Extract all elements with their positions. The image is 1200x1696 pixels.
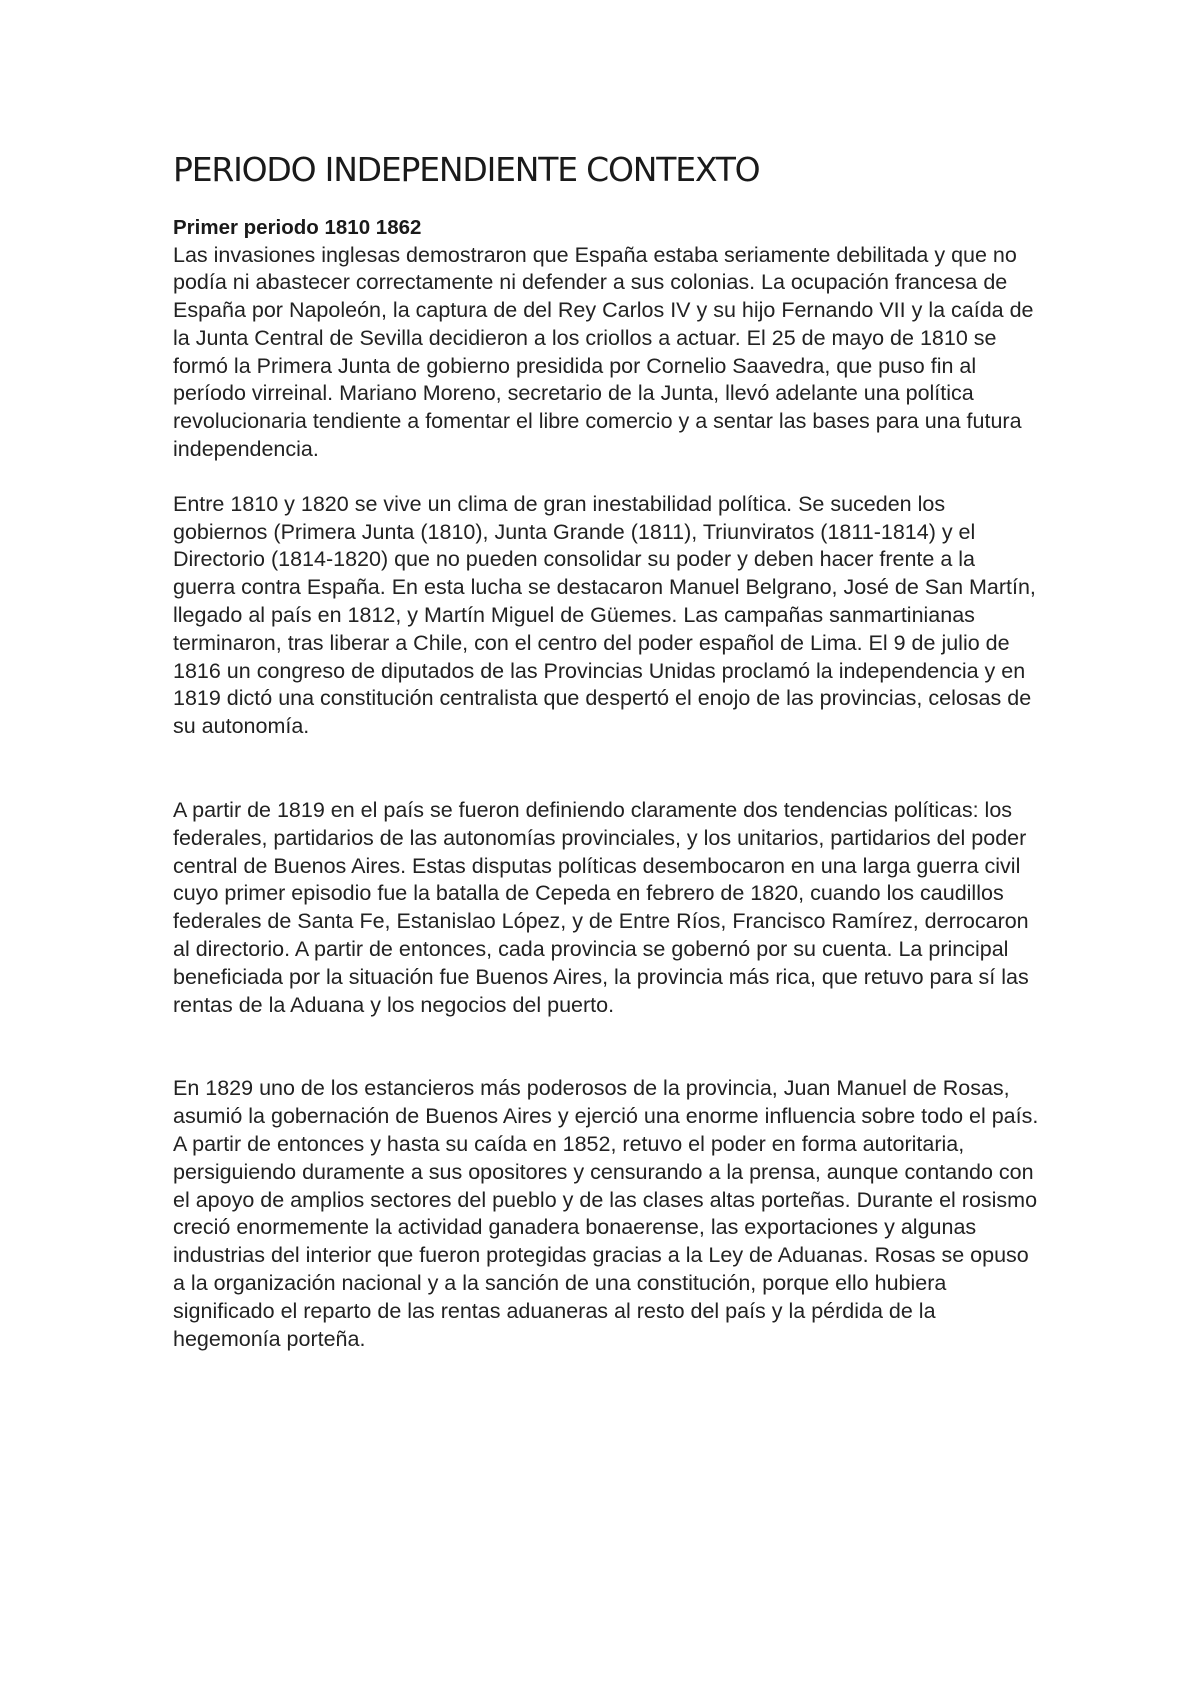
- paragraph-1: Las invasiones inglesas demostraron que España estaba seriamente debilitada y que no podía ni abastecer correctamente ni defender a sus colonias. La ocupación francesa de España por Napoleón, la captura de del Rey Carlos IV y su hijo Fernando VII y la caída de la Junta Central de Sevilla decidieron a los criollos a actuar. El 25 de mayo de 1810 se formó la Primera Junta de gobierno presidida por Cornelio Saavedra, que puso fin al período virreinal. Mariano Moreno, secretario de la Junta, llevó adelante una política revolucionaria tendiente a fomentar el libre comercio y a sentar las bases para una futura independencia.: [173, 242, 1034, 462]
- document-title: PERIODO INDEPENDIENTE CONTEXTO: [173, 150, 760, 189]
- section-heading: Primer periodo 1810 1862: [173, 216, 422, 239]
- paragraph-4: En 1829 uno de los estancieros más poderosos de la provincia, Juan Manuel de Rosas, asumió la gobernación de Buenos Aires y ejerció una enorme influencia sobre todo el país. A partir de entonces y hasta su caída en 1852, retuvo el poder en forma autoritaria, persiguiendo duramente a sus opositores y censurando a la prensa, aunque contando con el apoyo de amplios sectores del pueblo y de las clases altas porteñas. Durante el rosismo creció enormemente la actividad ganadera bonaerense, las exportaciones y algunas industrias del interior que fueron protegidas gracias a la Ley de Aduanas. Rosas se opuso a la organización nacional y a la sanción de una constitución, porque ello hubiera significado el reparto de las rentas aduaneras al resto del país y la pérdida de la hegemonía porteña.: [173, 1076, 1039, 1351]
- document-body: [173, 148, 1043, 1353]
- paragraph-3: A partir de 1819 en el país se fueron definiendo claramente dos tendencias políticas: los federales, partidarios de las autonomías provinciales, y los unitarios, partidarios del poder central de Buenos Aires. Estas disputas políticas desembocaron en una larga guerra civil cuyo primer episodio fue la batalla de Cepeda en febrero de 1820, cuando los caudillos federales de Santa Fe, Estanislao López, y de Entre Ríos, Francisco Ramírez, derrocaron al directorio. A partir de entonces, cada provincia se gobernó por su cuenta. La principal beneficiada por la situación fue Buenos Aires, la provincia más rica, que retuvo para sí las rentas de la Aduana y los negocios del puerto.: [173, 798, 1029, 1017]
- paragraph-2: Entre 1810 y 1820 se vive un clima de gran inestabilidad política. Se suceden los gobiernos (Primera Junta (1810), Junta Grande (1811), Triunviratos (1811-1814) y el Directorio (1814-1820) que no pueden consolidar su poder y deben hacer frente a la guerra contra España. En esta lucha se destacaron Manuel Belgrano, José de San Martín, llegado al país en 1812, y Martín Miguel de Güemes. Las campañas sanmartinianas terminaron, tras liberar a Chile, con el centro del poder español de Lima. El 9 de julio de 1816 un congreso de diputados de las Provincias Unidas proclamó la independencia y en 1819 dictó una constitución centralista que despertó el enojo de las provincias, celosas de su autonomía.: [173, 491, 1036, 739]
